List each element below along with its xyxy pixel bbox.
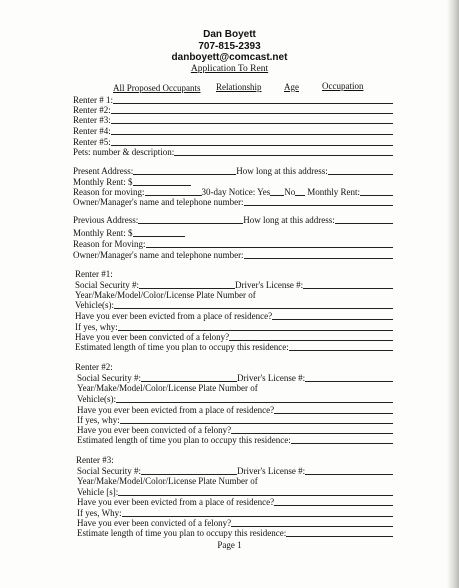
- renter3-vehicle-line[interactable]: Vehicle [s]:: [77, 487, 393, 497]
- renter2-why-line[interactable]: If yes, why:: [77, 415, 393, 425]
- page-number: Page 1: [217, 540, 242, 550]
- form-title: Application To Rent: [190, 64, 269, 74]
- renter3-length-line[interactable]: Estimate length of time you plan to occupy this residence:: [77, 528, 393, 538]
- renter1-evicted-line[interactable]: Have you ever been evicted from a place of residence?: [75, 311, 393, 321]
- previous-reason-line[interactable]: Reason for Moving:: [73, 239, 393, 249]
- col-relationship: Relationship: [216, 82, 262, 92]
- renter1-ids-line[interactable]: Social Security #: Driver's License #:: [75, 280, 393, 290]
- renter1-heading: Renter #1:: [75, 269, 113, 279]
- renter2-length-line[interactable]: Estimated length of time you plan to occupy this residence:: [77, 435, 393, 445]
- renter2-ids-line[interactable]: Social Security #: Driver's License #:: [77, 373, 393, 383]
- renter1-length-line[interactable]: Estimated length of time you plan to occupy this residence:: [75, 342, 393, 352]
- present-address-line[interactable]: Present Address: How long at this address:: [73, 166, 393, 176]
- page-edge-shadow: [447, 0, 459, 588]
- renter2-evicted-line[interactable]: Have you ever been evicted from a place of residence?: [77, 405, 393, 415]
- pets-line[interactable]: Pets: number & description:: [73, 147, 393, 157]
- renter3-heading: Renter #3:: [76, 455, 114, 465]
- renter3-felony-line[interactable]: Have you ever been convicted of a felony?: [77, 518, 393, 528]
- previous-owner-line[interactable]: Owner/Manager's name and telephone number:: [73, 250, 393, 260]
- renter3-ids-line[interactable]: Social Security #: Driver's License #:: [77, 466, 393, 476]
- renter3-vehicle-label: Year/Make/Model/Color/License Plate Number of: [77, 476, 258, 486]
- renter-line[interactable]: Renter #3:: [73, 115, 393, 125]
- renter-line[interactable]: Renter #4:: [73, 126, 393, 136]
- present-reason-line[interactable]: Reason for moving: 30-day Notice: Yes No Monthly Rent:: [73, 187, 393, 197]
- landlord-email: danboyett@comcast.net: [171, 52, 288, 63]
- renter-line[interactable]: Renter #5:: [73, 137, 393, 147]
- col-occupants: All Proposed Occupants: [113, 83, 201, 93]
- renter2-felony-line[interactable]: Have you ever been convicted of a felony?: [77, 425, 393, 435]
- renter2-heading: Renter #2:: [75, 362, 113, 372]
- renter2-vehicle-line[interactable]: Vehicle(s):: [77, 394, 393, 404]
- landlord-name: Dan Boyett: [203, 29, 256, 40]
- renter-line[interactable]: Renter #2:: [73, 105, 393, 115]
- landlord-phone: 707-815-2393: [198, 41, 261, 52]
- renter1-vehicle-label: Year/Make/Model/Color/License Plate Number of: [75, 290, 256, 300]
- renter2-vehicle-label: Year/Make/Model/Color/License Plate Number of: [77, 383, 258, 393]
- renter3-why-line[interactable]: If yes, Why:: [77, 508, 393, 518]
- present-rent-line[interactable]: Monthly Rent: $: [73, 177, 191, 187]
- present-owner-line[interactable]: Owner/Manager's name and telephone number:: [73, 197, 393, 207]
- col-age: Age: [284, 82, 299, 92]
- previous-address-line[interactable]: Previous Address: How long at this address:: [73, 215, 393, 225]
- renter3-evicted-line[interactable]: Have you ever been evicted from a place of residence?: [77, 497, 393, 507]
- renter1-vehicle-line[interactable]: Vehicle(s):: [75, 300, 393, 310]
- col-occupation: Occupation: [322, 81, 364, 91]
- renter1-felony-line[interactable]: Have you ever been convicted of a felony?: [75, 332, 393, 342]
- renter1-why-line[interactable]: If yes, why:: [75, 322, 393, 332]
- renter-line[interactable]: Renter # 1:: [73, 95, 393, 105]
- previous-rent-line[interactable]: Monthly Rent: $: [73, 228, 185, 238]
